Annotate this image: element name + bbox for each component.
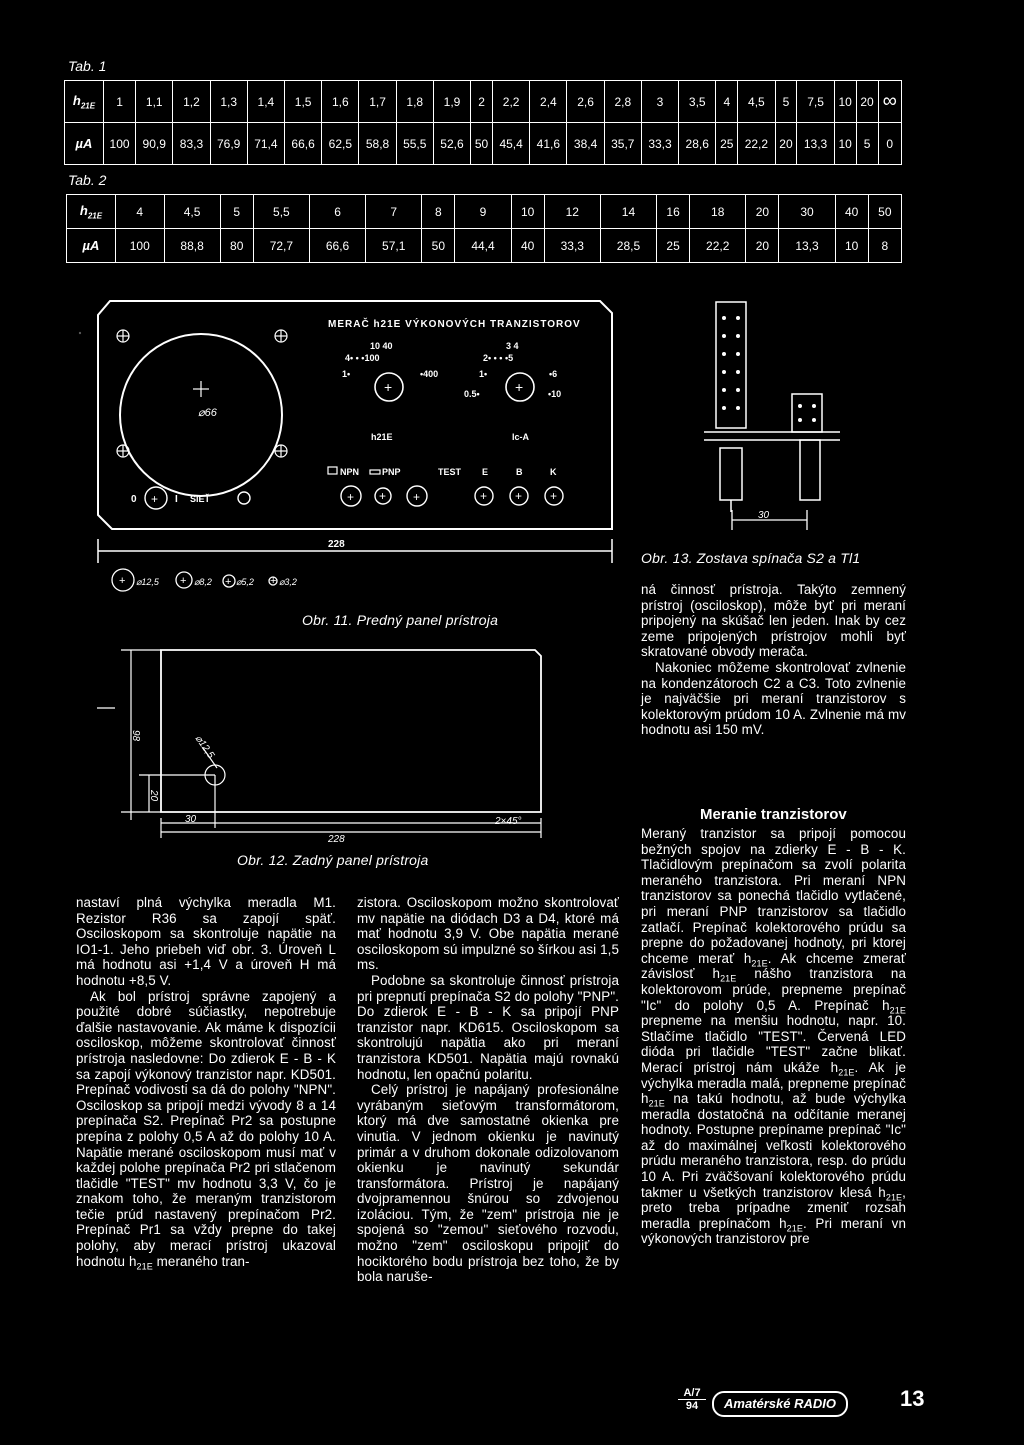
section-heading: Meranie tranzistorov — [700, 806, 847, 823]
table-cell: 2 — [471, 81, 493, 123]
table-cell: 1,2 — [173, 81, 210, 123]
table-cell: 0 — [878, 123, 901, 165]
table-cell: 9 — [455, 195, 511, 229]
legend-8-2: ⌀8,2 — [194, 577, 212, 587]
table-cell: 52,6 — [433, 123, 470, 165]
table-cell: 3,5 — [679, 81, 716, 123]
svg-text:0.5•: 0.5• — [464, 389, 480, 399]
rear-panel-drawing — [95, 640, 555, 845]
table-cell: 5 — [220, 195, 253, 229]
h21e-switch-label: h21E — [371, 432, 393, 442]
table-cell: ∞ — [878, 81, 901, 123]
legend-3-2: ⌀3,2 — [279, 577, 297, 587]
rear-offset-x-dim: 30 — [185, 814, 197, 825]
table-cell: 40 — [835, 195, 868, 229]
tab1-h21e-row-label: h — [72, 92, 81, 108]
table-cell: 2,6 — [567, 81, 604, 123]
svg-text:10 40: 10 40 — [370, 341, 393, 351]
panel-title: MERAČ h21E VÝKONOVÝCH TRANZISTOROV — [328, 319, 581, 330]
table-cell: 83,3 — [173, 123, 210, 165]
test-label: TEST — [438, 467, 462, 477]
table-cell: 66,6 — [285, 123, 322, 165]
panel-width-dim: 228 — [328, 539, 345, 550]
table-cell: 80 — [220, 229, 253, 263]
figure-12-caption: Obr. 12. Zadný panel prístroja — [237, 852, 429, 868]
tab1-h21e-row-header — [65, 81, 104, 123]
tab2-table — [66, 194, 902, 263]
power-on-label: I — [175, 494, 178, 505]
power-off-label: 0 — [131, 494, 137, 505]
svg-text:•10: •10 — [548, 389, 562, 399]
table-cell: 30 — [779, 195, 835, 229]
table-cell: 100 — [116, 229, 165, 263]
svg-text:+: + — [384, 379, 393, 395]
table-cell: 4 — [116, 195, 165, 229]
table-cell: 5 — [775, 81, 797, 123]
front-panel-drawing — [60, 295, 620, 615]
table-cell: 25 — [657, 229, 690, 263]
table-cell: 71,4 — [247, 123, 284, 165]
table-cell: 2,2 — [493, 81, 530, 123]
pnp-label: PNP — [382, 467, 401, 477]
table-cell: 57,1 — [366, 229, 422, 263]
table-cell: 28,6 — [679, 123, 716, 165]
table-cell: 10 — [511, 195, 544, 229]
rear-chamfer-dim: 2×45° — [495, 816, 522, 827]
issue-badge — [678, 1387, 706, 1412]
ic-switch-label: Ic-A — [512, 432, 530, 442]
svg-text:+: + — [515, 379, 524, 395]
tab1-ua-row — [65, 123, 902, 165]
table-cell: 8 — [422, 195, 455, 229]
svg-text:+: + — [119, 575, 126, 587]
table-cell: 28,5 — [600, 229, 656, 263]
table-cell: 45,4 — [493, 123, 530, 165]
table-cell: 5,5 — [253, 195, 309, 229]
table-cell: 1,8 — [396, 81, 433, 123]
table-cell: 10 — [834, 123, 856, 165]
table-cell: 1,3 — [210, 81, 247, 123]
magazine-logo: Amatérské RADIO — [712, 1391, 848, 1417]
tab1-h21e-row-label-sub: 21E — [80, 101, 96, 111]
table-cell: 14 — [600, 195, 656, 229]
svg-text:+: + — [413, 490, 421, 504]
tab1-caption: Tab. 1 — [68, 58, 107, 74]
table-cell: 38,4 — [567, 123, 604, 165]
b-terminal-label: B — [516, 467, 523, 477]
table-cell: 33,3 — [544, 229, 600, 263]
svg-text:+: + — [225, 576, 232, 588]
table-cell: 1,6 — [322, 81, 359, 123]
paragraph: Podobne sa skontroluje činnosť prístroja pri prepnutí prepínača S2 do polohy "PNP". Do zdierok E - B - K sa pripojí PNP tranzistor napr. KD615. Osciloskopom sa skontrolujú napätia ako pri meraní tranzistora KD501. Napätia majú rovnakú hodnotu, len opačnú polaritu. — [357, 972, 619, 1082]
table-cell: 2,4 — [530, 81, 567, 123]
table-cell: 1,1 — [136, 81, 173, 123]
table-cell: 1,4 — [247, 81, 284, 123]
table-cell: 6 — [309, 195, 365, 229]
svg-text:4• • •100: 4• • •100 — [345, 353, 380, 363]
legend-5-2: ⌀5,2 — [236, 577, 254, 587]
svg-text:2• • • •5: 2• • • •5 — [483, 353, 514, 363]
table-cell: 18 — [690, 195, 746, 229]
switch-assembly-drawing — [700, 298, 850, 536]
text-column-3-bottom — [641, 826, 906, 1247]
rear-hole-dim: ⌀12,5 — [192, 733, 217, 761]
switch-assembly-dim: 30 — [758, 510, 770, 521]
table-cell: 5 — [856, 123, 878, 165]
table-cell: 20 — [775, 123, 797, 165]
table-cell: 13,3 — [779, 229, 835, 263]
tab2-h21e-row-label-sub: 21E — [87, 211, 103, 221]
table-cell: 41,6 — [530, 123, 567, 165]
tab1-ua-row-header — [65, 123, 104, 165]
tab2-ua-row-header — [67, 229, 116, 263]
svg-text:+: + — [151, 492, 159, 506]
table-cell: 1,9 — [433, 81, 470, 123]
svg-text:+: + — [180, 575, 187, 587]
table-cell: 7,5 — [797, 81, 834, 123]
text-column-2 — [357, 895, 619, 1285]
table-cell: 10 — [835, 229, 868, 263]
page-number: 13 — [900, 1386, 925, 1411]
paragraph: zistora. Osciloskopom možno skontrolovať mv napätie na diódach D3 a D4, ktoré má mať hodnotu 3,9 V. Obe napätia merané osciloskopom sú impulzné so šírkou asi 1,5 ms. — [357, 895, 619, 973]
tab1-h21e-row — [65, 81, 902, 123]
table-cell: 22,2 — [690, 229, 746, 263]
svg-text:+: + — [347, 490, 355, 504]
table-cell: 50 — [471, 123, 493, 165]
table-cell: 2,8 — [604, 81, 641, 123]
table-cell: 66,6 — [309, 229, 365, 263]
rear-width-dim: 228 — [328, 834, 345, 845]
table-cell: 90,9 — [136, 123, 173, 165]
table-cell: 76,9 — [210, 123, 247, 165]
table-cell: 3 — [641, 81, 678, 123]
table-cell: 1 — [104, 81, 136, 123]
issue-number: A/7 — [678, 1387, 706, 1400]
paragraph: Meraný tranzistor sa pripojí pomocou bežných spojov na zdierky E - B - K. Tlačidlovým prepínačom sa zvolí polarita meraného tranzistora. Pri meraní NPN tranzistorov sa ponechá tlačidlo vytlačené, pri meraní PNP tranzistorov sa tlačidlo zatlačí. Prepínač kolektorového prúdu sa prepne do požadovanej hodnoty, pri ktorej chceme merať $h_{21E}$. Ak chceme zmerať závislosť $h_{21E}$ nášho tranzistora na kolektorovom prúde, prepneme prepínač "Ic" do polohy 0,5 A. Prepínač $h_{21E}$ prepneme na menšiu hodnotu, napr. 10. Stlačíme tlačidlo "TEST". Červená LED dióda pri tlačidle "TEST" začne blikať. Merací prístroj nám ukáže $h_{21E}$. Ak je výchylka meradla malá, prepneme prepínač $h_{21E}$ na takú hodnotu, až bude výchylka meradla dostatočná na odčítanie meranej hodnoty. Postupne prepíname prepínač "Ic" až do maximálnej veľkosti kolektorového prúdu meraného tranzistora, resp. do prúdu 10 A. Pri zväčšovaní kolektorového prúdu takmer u všetkých tranzistorov klesá $h_{21E}$, preto treba prípadne zmeniť rozsah meradla prepínačom $h_{21E}$. Pri meraní vn výkonových tranzistorov pre — [641, 826, 906, 1247]
e-terminal-label: E — [482, 467, 489, 477]
table-cell: 4 — [716, 81, 738, 123]
rear-offset-y-dim: 20 — [148, 790, 159, 802]
text-column-1 — [76, 895, 336, 1272]
paragraph: ná činnosť prístroja. Takýto zemnený prístroj (osciloskop), môže byť pri meraní pripojený na skúšač len jeden. Inak by cez zeme pripojených prístrojov mohli byť skratované obvody merača. — [641, 582, 906, 660]
svg-text:+: + — [379, 489, 387, 503]
meter-diameter: ⌀66 — [198, 407, 217, 419]
table-cell: 44,4 — [455, 229, 511, 263]
table-cell: 88,8 — [164, 229, 220, 263]
svg-text:•6: •6 — [549, 369, 558, 379]
table-cell: 20 — [746, 229, 779, 263]
paragraph: Celý prístroj je napájaný profesionálne vyrábaným sieťovým transformátorom, ktorý má dve samostatné okienka pre vinutia. V jednom okienku je navinutý primár a v druhom dokonale odizolovanom okienku je navinutý sekundár transformátora. Prístroj je napájaný dvojpramennou šnúrou so zdvojenou izoláciou. Tým, že "zem" prístroja nie je spojená so "zemou" sieťového rozvodu, možno "zem" osciloskopu pripojiť do hociktorého bodu prístroja bez toho, že by bola naruše- — [357, 1082, 619, 1285]
svg-text:+: + — [480, 489, 488, 503]
svg-text:1•: 1• — [342, 369, 351, 379]
table-cell: 55,5 — [396, 123, 433, 165]
table-cell: 7 — [366, 195, 422, 229]
table-cell: 62,5 — [322, 123, 359, 165]
tab2-h21e-row-header — [67, 195, 116, 229]
svg-text:1•: 1• — [479, 369, 488, 379]
issue-year: 94 — [685, 1400, 699, 1412]
svg-text:3 4: 3 4 — [506, 341, 519, 351]
table-cell: 33,3 — [641, 123, 678, 165]
svg-text:+: + — [550, 489, 558, 503]
table-cell: 4,5 — [738, 81, 775, 123]
siet-label: SIEŤ — [190, 494, 211, 504]
tab2-h21e-row — [67, 195, 902, 229]
table-cell: 8 — [868, 229, 901, 263]
text-column-3-top — [641, 582, 906, 738]
table-cell: 72,7 — [253, 229, 309, 263]
tab1-ua-row-label: µA — [75, 136, 93, 151]
svg-text:+: + — [515, 489, 523, 503]
paragraph: nastaví plná výchylka meradla M1. Rezistor R36 sa zapojí späť. Osciloskopom sa skontroluje napätie na IO1-1. Jeho priebeh viď obr. 3. Úroveň L má hodnotu asi +1,4 V a úroveň H má hodnotu +8,5 V. — [76, 895, 336, 988]
table-cell: 20 — [856, 81, 878, 123]
table-cell: 4,5 — [164, 195, 220, 229]
table-cell: 35,7 — [604, 123, 641, 165]
table-cell: 1,5 — [285, 81, 322, 123]
paragraph: Nakoniec môžeme skontrolovať zvlnenie na kondenzátoroch C2 a C3. Toto zvlnenie je najväčšie pri meraní tranzistorov s kolektorovým prúdom 10 A. Zvlnenie má mv hodnotu asi 150 mV. — [641, 659, 906, 738]
figure-11-caption: Obr. 11. Predný panel prístroja — [302, 612, 499, 628]
table-cell: 16 — [657, 195, 690, 229]
paragraph: Ak bol prístroj správne zapojený a použité dobré súčiastky, nepotrebuje ďalšie nastavovanie. Ak máme k dispozícii osciloskop, môžeme skontrolovať činnosť prístroja nasledovne: Do zdierok E - B - K sa zapojí výkonový tranzistor napr. KD501. Prepínač vodivosti sa dá do polohy "NPN". Osciloskop sa pripojí medzi vývody 8 a 14 prepínača S2. Prepínač Pr2 sa postupne prepína z polohy 0,5 A až do polohy 10 A. Napätie merané osciloskopom musí mať v každej polohe prepínača Pr2 pri stlačenom tlačidle "TEST" mv hodnotu 3,3 V, čo je znakom toho, že meraným tranzistorom tečie prúd nastavený prepínačom Pr2. Prepínač Pr1 sa vždy prepne do takej polohy, aby merací prístroj ukazoval hodnotu $h_{21E}$ meraného tran- — [76, 988, 336, 1272]
tab1-table — [64, 80, 902, 165]
table-cell: 50 — [422, 229, 455, 263]
table-cell: 58,8 — [359, 123, 396, 165]
figure-13-caption: Obr. 13. Zostava spínača S2 a Tl1 — [641, 550, 861, 566]
table-cell: 22,2 — [738, 123, 775, 165]
legend-12-5: ⌀12,5 — [136, 577, 159, 587]
svg-text:+: + — [270, 575, 277, 587]
tab2-ua-row-label: µA — [82, 238, 100, 253]
svg-text:•400: •400 — [420, 369, 439, 379]
table-cell: 40 — [511, 229, 544, 263]
table-cell: 100 — [104, 123, 136, 165]
table-cell: 12 — [544, 195, 600, 229]
table-cell: 20 — [746, 195, 779, 229]
tab2-ua-row — [67, 229, 902, 263]
table-cell: 1,7 — [359, 81, 396, 123]
table-cell: 10 — [834, 81, 856, 123]
tab2-caption: Tab. 2 — [68, 172, 107, 188]
k-terminal-label: K — [550, 467, 557, 477]
npn-label: NPN — [340, 467, 360, 477]
table-cell: 13,3 — [797, 123, 834, 165]
table-cell: 25 — [716, 123, 738, 165]
table-cell: 50 — [868, 195, 901, 229]
tab2-h21e-row-label: h — [79, 202, 88, 218]
rear-height-dim: 98 — [130, 730, 141, 742]
